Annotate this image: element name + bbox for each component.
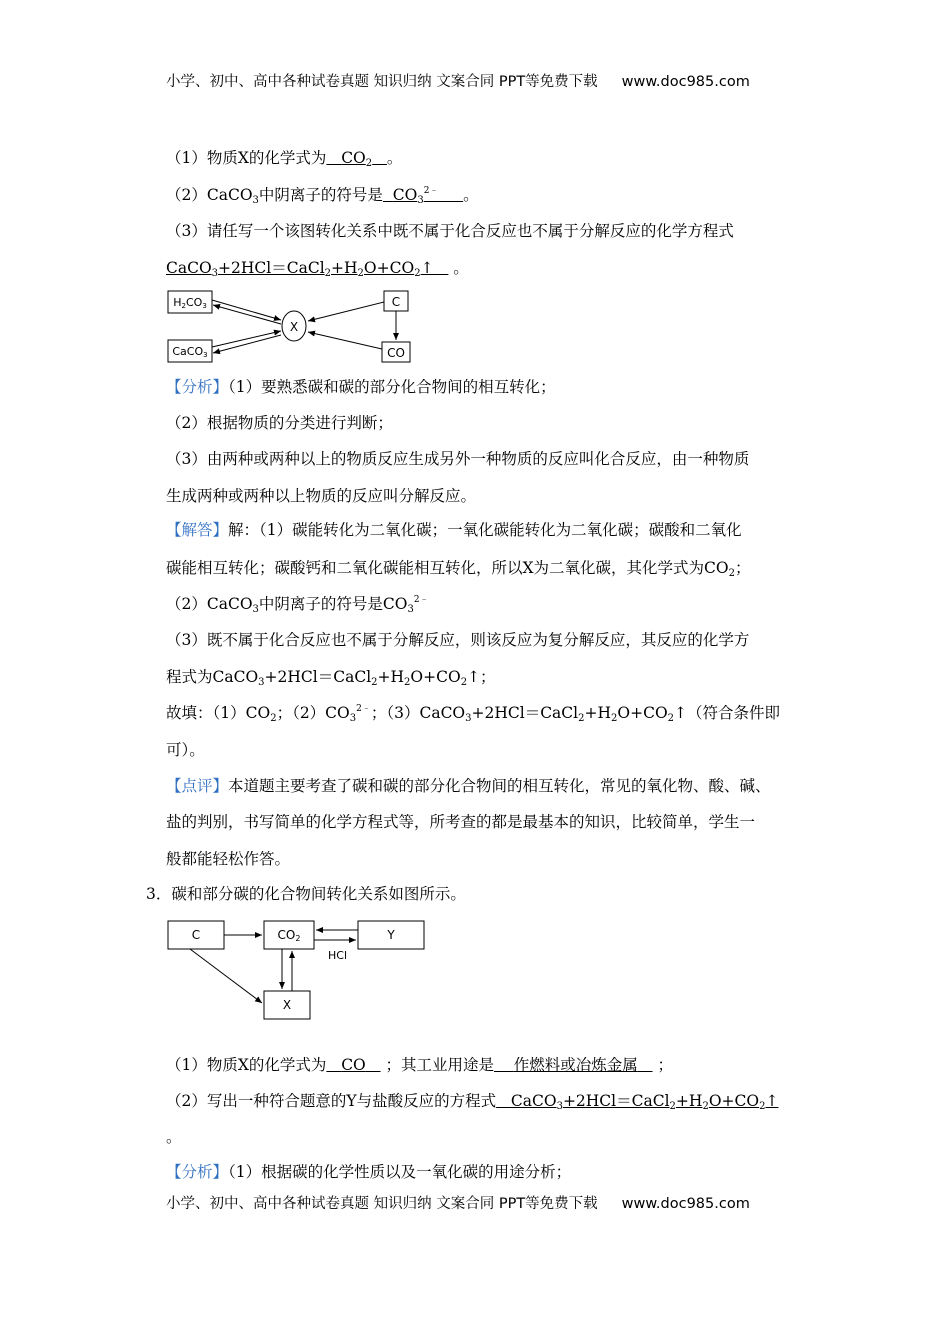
q2-jieda-2: （2）CaCO$_3$中阴离子的符号是$CO_3^{2﹣}$ (166, 595, 429, 615)
label-c: C (191, 928, 201, 942)
q2-part3-answer: $CaCO_3+2HCl=CaCl_2+H_2O+CO_2↑$ 。 (166, 259, 469, 279)
label-y: Y (387, 928, 395, 942)
label-x: X (289, 320, 299, 334)
label-hcl: HCl (328, 949, 348, 962)
arrow-c-to-x (190, 949, 262, 1003)
header-text: 小学、初中、高中各种试卷真题 知识归纳 文案合同 PPT等免费下载 (166, 74, 598, 90)
arrow-c-to-x (308, 302, 384, 321)
q3-title: 3．碳和部分碳的化合物间转化关系如图所示。 (146, 885, 466, 903)
q2-part2: （2）CaCO$_3$中阴离子的符号是 $CO_3^{2﹣}$ 。 (166, 186, 479, 206)
footer-text: 小学、初中、高中各种试卷真题 知识归纳 文案合同 PPT等免费下载 (166, 1196, 598, 1212)
header-url[interactable]: www.doc985.com (621, 74, 750, 90)
q2-dianping-c: 般都能轻松作答。 (166, 850, 291, 868)
page-footer (166, 1192, 750, 1213)
q3-answer-3: $CaCO_3+2HCl=CaCl_2+H_2O+CO_2↑$ (510, 1092, 779, 1112)
arrow-x-to-h2co3 (213, 305, 281, 324)
label-co: CO (387, 346, 405, 360)
label-caco3: CaCO3 (172, 345, 208, 359)
q2-part3: （3）请任写一个该图转化关系中既不属于化合反应也不属于分解反应的化学方程式 (166, 222, 734, 240)
q2-conversion-diagram (160, 285, 420, 365)
q2-fenxi-3b: 生成两种或两种以上物质的反应叫分解反应。 (166, 487, 477, 505)
q2-jieda-3a: （3）既不属于化合反应也不属于分解反应，则该反应为复分解反应，其反应的化学方 (166, 631, 750, 649)
q2-answer-1: $CO_2$ (341, 149, 373, 169)
arrow-co-to-x (308, 332, 382, 349)
q2-guti-end: 可）。 (166, 741, 205, 759)
q3-part2-end: 。 (166, 1128, 182, 1146)
footer-url[interactable]: www.doc985.com (621, 1196, 750, 1212)
q2-fenxi-2: （2）根据物质的分类进行判断； (166, 414, 393, 432)
q2-answer-2: $CO_3^{2﹣}$ (392, 186, 439, 206)
q2-dianping-b: 盐的判别，书写简单的化学方程式等，所考查的都是最基本的知识，比较简单，学生一 (166, 813, 756, 831)
q3-fenxi-1: 【分析】（1）根据碳的化学性质以及一氧化碳的用途分析； (166, 1163, 572, 1181)
arrow-h2co3-to-x (212, 300, 281, 320)
q2-fenxi-3a: （3）由两种或两种以上的物质反应生成另外一种物质的反应叫化合反应，由一种物质 (166, 450, 750, 468)
page-header (166, 70, 750, 91)
q2-part1: （1）物质X的化学式为 $CO_2$ 。 (166, 149, 403, 169)
label-c: C (391, 295, 401, 309)
q2-jieda-1b: 碳能相互转化；碳酸钙和二氧化碳能相互转化，所以X为二氧化碳，其化学式为$CO_2$； (166, 559, 751, 579)
label-co2: CO2 (277, 928, 301, 943)
q3-conversion-diagram (160, 915, 435, 1025)
q2-jieda-1a: 【解答】解：（1）碳能转化为二氧化碳；一氧化碳能转化为二氧化碳；碳酸和二氧化 (166, 521, 742, 539)
q2-dianping-a: 【点评】本道题主要考查了碳和碳的部分化合物间的相互转化，常见的氧化物、酸、碱、 (166, 777, 771, 795)
q3-answer-2: 作燃料或冶炼金属 (513, 1056, 638, 1074)
q3-answer-1: CO (341, 1056, 366, 1074)
q2-guti: 故填：$(1)CO_2$；$(2)CO_3^{2﹣}$；$(3)CaCO_3+2HCl=CaCl_2+H_2O+CO_2↑$（符合条件即 (166, 704, 781, 724)
q2-jieda-3b: 程式为$CaCO_3+2HCl=CaCl_2+H_2O+CO_2↑$； (166, 668, 496, 688)
q3-part1: （1）物质X的化学式为 CO ；其工业用途是 作燃料或冶炼金属 ； (166, 1056, 673, 1074)
q2-fenxi-1: 【分析】（1）要熟悉碳和碳的部分化合物间的相互转化； (166, 378, 556, 396)
label-h2co3: H2CO3 (173, 296, 207, 310)
label-x: X (282, 998, 292, 1012)
q3-part2: （2）写出一种符合题意的Y与盐酸反应的方程式 $CaCO_3+2HCl=CaCl_2+H_2O+CO_2↑$ (166, 1092, 779, 1112)
